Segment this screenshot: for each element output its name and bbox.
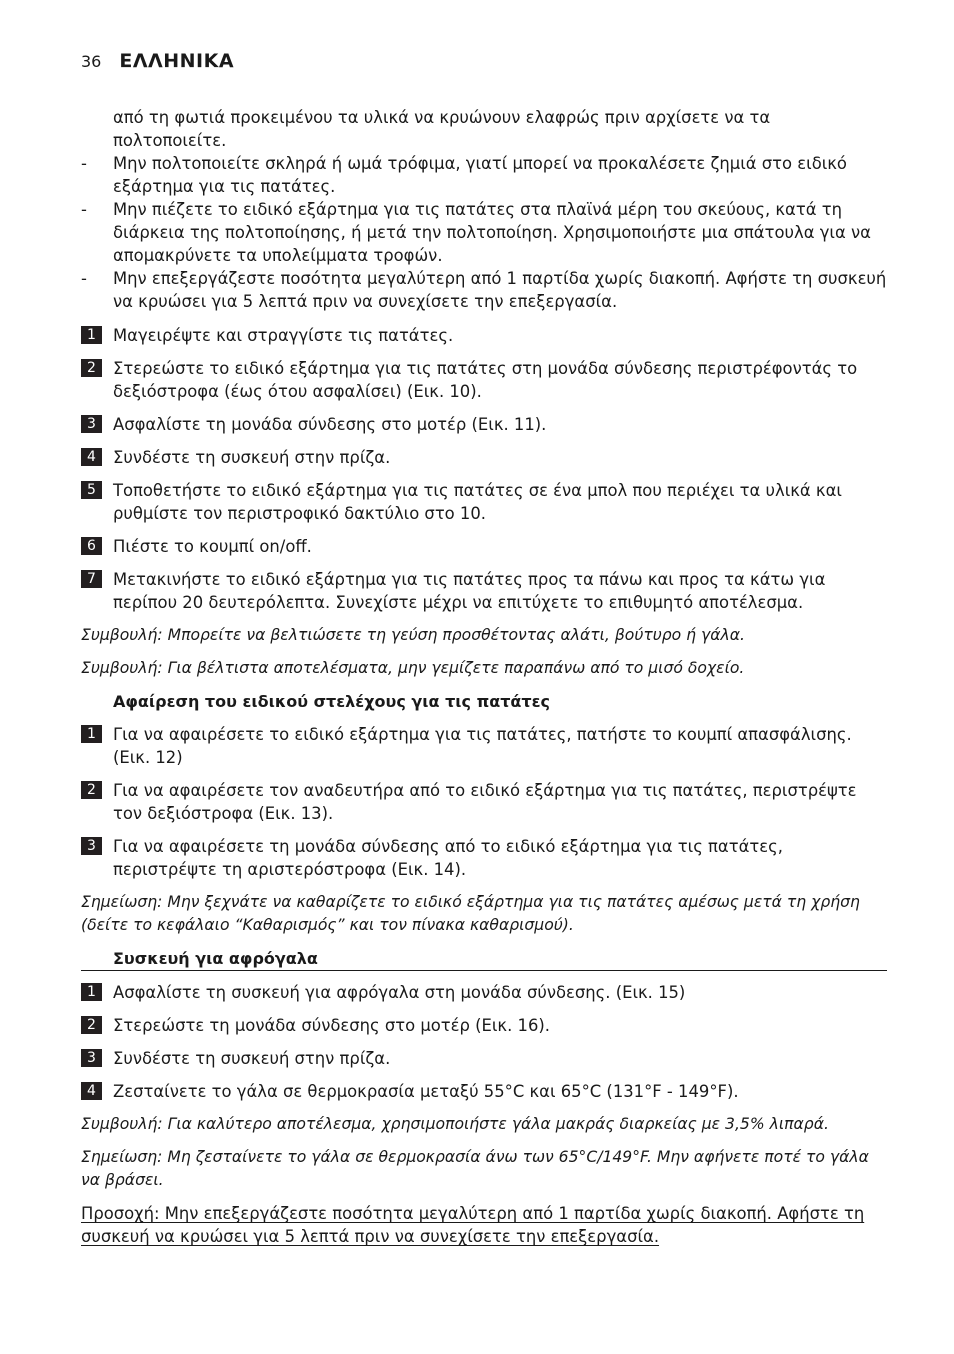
step-item: [81, 981, 887, 1004]
step-number-badge: 5: [81, 481, 102, 499]
step-number-badge: 1: [81, 983, 102, 1001]
page-number: 36: [81, 52, 102, 71]
step-item: [81, 1080, 887, 1103]
step-item: [81, 1047, 887, 1070]
intro-continuation: από τη φωτιά προκειμένου τα υλικά να κρυώνουν ελαφρώς πριν αρχίσετε να τα πολτοποιείτε.: [113, 108, 771, 150]
bullet-dash: -: [81, 200, 87, 219]
list-item: [81, 152, 887, 198]
tip-text: Συμβουλή: Για καλύτερο αποτέλεσμα, χρησιμοποιήστε γάλα μακράς διαρκείας με 3,5% λιπαρά.: [81, 1115, 829, 1133]
section-heading: Αφαίρεση του ειδικού στελέχους για τις πατάτες: [113, 692, 551, 711]
tip-text: Συμβουλή: Για βέλτιστα αποτελέσματα, μην γεμίζετε παραπάνω από το μισό δοχείο.: [81, 659, 745, 677]
step-text: Ασφαλίστε τη μονάδα σύνδεσης στο μοτέρ (Εικ. 11).: [113, 415, 547, 434]
step-item: [81, 723, 887, 769]
step-text: Ζεσταίνετε το γάλα σε θερμοκρασία μεταξύ 55°C και 65°C (131°F - 149°F).: [113, 1082, 739, 1101]
step-number-badge: 6: [81, 537, 102, 555]
step-item: [81, 479, 887, 525]
bullet-text: Μην πολτοποιείτε σκληρά ή ωμά τρόφιμα, γιατί μπορεί να προκαλέσετε ζημιά στο ειδικό εξάρτημα για τις πατάτες.: [113, 154, 847, 196]
note-text: Σημείωση: Μη ζεσταίνετε το γάλα σε θερμοκρασία άνω των 65°C/149°F. Μην αφήνετε ποτέ το γάλα να βράσει.: [81, 1148, 869, 1189]
bullet-dash: -: [81, 154, 87, 173]
step-number-badge: 2: [81, 1016, 102, 1034]
step-text: Στερεώστε το ειδικό εξάρτημα για τις πατάτες στη μονάδα σύνδεσης περιστρέφοντάς το δεξιόστροφα (έως ότου ασφαλίσει) (Εικ. 10).: [113, 359, 858, 401]
bullet-dash: -: [81, 269, 87, 288]
step-item: [81, 568, 887, 614]
step-text: Στερεώστε τη μονάδα σύνδεσης στο μοτέρ (Εικ. 16).: [113, 1016, 550, 1035]
step-item: [81, 357, 887, 403]
caution-text: Προσοχή: Μην επεξεργάζεστε ποσότητα μεγαλύτερη από 1 παρτίδα χωρίς διακοπή. Αφήστε τη συσκευή να κρυώσει για 5 λεπτά πριν να συνεχίσετε την επεξεργασία.: [81, 1204, 865, 1246]
list-item: [81, 267, 887, 313]
step-text: Για να αφαιρέσετε το ειδικό εξάρτημα για τις πατάτες, πατήστε το κουμπί απασφάλισης. (Εικ. 12): [113, 725, 852, 767]
step-item: [81, 324, 887, 347]
step-text: Μετακινήστε το ειδικό εξάρτημα για τις πατάτες προς τα πάνω και προς τα κάτω για περίπου 20 δευτερόλεπτα. Συνεχίστε μέχρι να επιτύχετε το επιθυμητό αποτέλεσμα.: [113, 570, 826, 612]
step-number-badge: 4: [81, 1082, 102, 1100]
bullet-text: Μην επεξεργάζεστε ποσότητα μεγαλύτερη από 1 παρτίδα χωρίς διακοπή. Αφήστε τη συσκευή να κρυώσει για 5 λεπτά πριν να συνεχίσετε την επεξεργασία.: [113, 269, 887, 311]
step-item: [81, 1014, 887, 1037]
step-number-badge: 4: [81, 448, 102, 466]
page-header: [81, 50, 234, 72]
step-number-badge: 7: [81, 570, 102, 588]
step-text: Ασφαλίστε τη συσκευή για αφρόγαλα στη μονάδα σύνδεσης. (Εικ. 15): [113, 983, 686, 1002]
step-number-badge: 3: [81, 1049, 102, 1067]
step-text: Πιέστε το κουμπί on/off.: [113, 537, 312, 556]
note-text: Σημείωση: Μην ξεχνάτε να καθαρίζετε το ειδικό εξάρτημα για τις πατάτες αμέσως μετά τη χρήση (δείτε το κεφάλαιο “Καθαρισμός” και τον πίνακα καθαρισμού).: [81, 893, 860, 934]
step-item: [81, 835, 887, 881]
step-text: Συνδέστε τη συσκευή στην πρίζα.: [113, 1049, 391, 1068]
step-item: [81, 413, 887, 436]
step-number-badge: 1: [81, 326, 102, 344]
step-number-badge: 2: [81, 781, 102, 799]
step-number-badge: 2: [81, 359, 102, 377]
bullet-text: Μην πιέζετε το ειδικό εξάρτημα για τις πατάτες στα πλαϊνά μέρη του σκεύους, κατά τη διάρκεια της πολτοποίησης, ή μετά την πολτοποίηση. Χρησιμοποιήστε μια σπάτουλα για να απομακρύνετε τα υπολείμματα τροφών.: [113, 200, 871, 265]
language-title: ΕΛΛΗΝΙΚΑ: [119, 50, 235, 72]
step-item: [81, 535, 887, 558]
tip-text: Συμβουλή: Μπορείτε να βελτιώσετε τη γεύση προσθέτοντας αλάτι, βούτυρο ή γάλα.: [81, 626, 745, 644]
step-item: [81, 446, 887, 469]
step-number-badge: 3: [81, 415, 102, 433]
step-item: [81, 779, 887, 825]
step-text: Για να αφαιρέσετε τη μονάδα σύνδεσης από το ειδικό εξάρτημα για τις πατάτες, περιστρέψτε τη αριστερόστροφα (Εικ. 14).: [113, 837, 783, 879]
step-number-badge: 3: [81, 837, 102, 855]
step-text: Συνδέστε τη συσκευή στην πρίζα.: [113, 448, 391, 467]
step-number-badge: 1: [81, 725, 102, 743]
step-text: Τοποθετήστε το ειδικό εξάρτημα για τις πατάτες σε ένα μπολ που περιέχει τα υλικά και ρυθμίστε τον περιστροφικό δακτύλιο στο 10.: [113, 481, 842, 523]
step-text: Μαγειρέψτε και στραγγίστε τις πατάτες.: [113, 326, 454, 345]
page-content: [81, 106, 887, 1248]
step-text: Για να αφαιρέσετε τον αναδευτήρα από το ειδικό εξάρτημα για τις πατάτες, περιστρέψτε τον δεξιόστροφα (Εικ. 13).: [113, 781, 857, 823]
list-item: [81, 198, 887, 267]
section-heading: Συσκευή για αφρόγαλα: [81, 947, 887, 971]
